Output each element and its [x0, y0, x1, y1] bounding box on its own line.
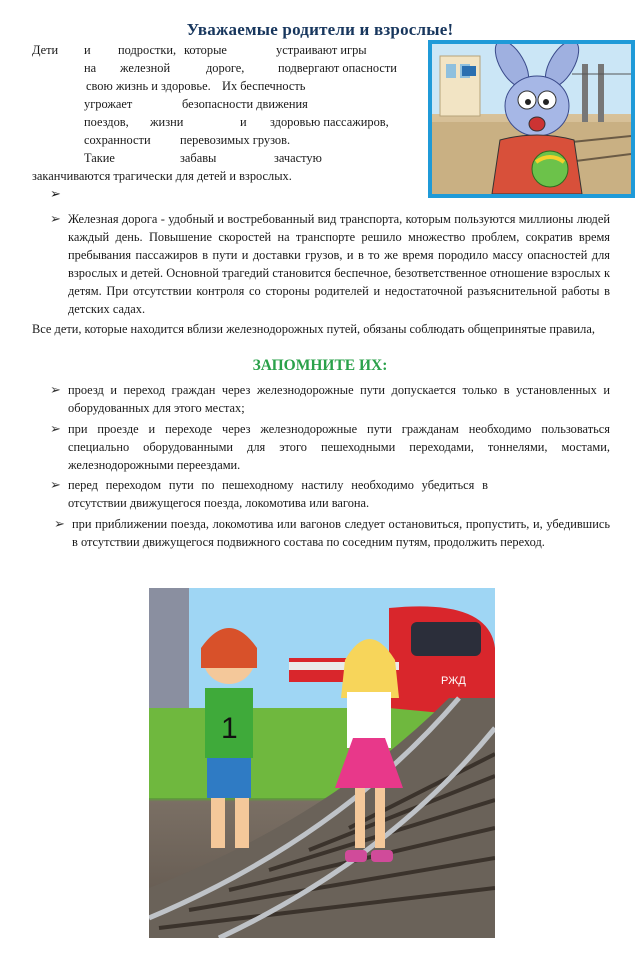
intro-word: поездов,: [84, 115, 129, 129]
intro-line: [32, 131, 412, 149]
bullet-arrow-icon: ➢: [50, 382, 61, 397]
rule-text: проезд и переход граждан через железнодорожные пути допускается только в установленных и оборудованных для этого местах;: [68, 383, 610, 415]
intro-last-line: заканчиваются трагически для детей и взрослых.: [32, 169, 292, 183]
intro-word: угрожает: [84, 97, 133, 111]
paragraph-text: Железная дорога - удобный и востребованный вид транспорта, которым пользуются миллионы людей каждый день. Повышение скоростей на транспорте решило множество проблем, сократив время пребывания пассажиров в пути и доставки грузов, и в то же время породило массу опасностей для взрослых и детей. Основной трагедий становится беспечное, безответственное отношение взрослых к детям. При отсутствии контроля со стороны родителей и недостаточной разъяснительной работы в детских садах.: [68, 212, 610, 316]
rule-item: [50, 381, 610, 417]
intro-word: железной: [120, 61, 171, 75]
children-illustration: [149, 588, 495, 938]
bullet-arrow-icon: ➢: [50, 211, 61, 226]
intro-word: зачастую: [274, 151, 322, 165]
page-title: Уважаемые родители и взрослые!: [186, 20, 454, 39]
remember-heading: ЗАПОМНИТЕ ИХ:: [252, 357, 388, 374]
intro-word: на: [84, 61, 97, 75]
intro-word: Такие: [84, 151, 115, 165]
intro-word: устраивают игры: [276, 43, 367, 57]
intro-line: [32, 149, 412, 167]
intro-word: Дети: [32, 43, 59, 57]
rzd-logo: РЖД: [441, 675, 466, 687]
railway-children-image: [149, 588, 495, 938]
rule-item: [50, 476, 488, 512]
rule-text: при проезде и переходе через железнодорожные пути гражданам необходимо пользоваться специально оборудованными для этого пешеходными переходами, тоннелями, мостами, железнодорожными переездами.: [68, 422, 610, 472]
rules-intro-paragraph: Все дети, которые находится вблизи железнодорожных путей, обязаны соблюдать общепринятые правила,: [32, 322, 595, 336]
intro-word: забавы: [180, 151, 217, 165]
cartoon-image: [428, 40, 635, 198]
intro-line: [32, 59, 412, 77]
rule-text: перед переходом пути по пешеходному настилу необходимо убедиться в отсутствии движущегося поезда, локомотива или вагона.: [68, 478, 488, 510]
intro-word: жизни: [150, 115, 184, 129]
intro-text: [32, 41, 412, 183]
rule-item: [50, 420, 610, 474]
intro-word: сохранности: [84, 133, 151, 147]
intro-word: свою жизнь и здоровье.: [86, 79, 211, 93]
intro-line: [32, 41, 412, 59]
intro-word: и: [84, 43, 91, 57]
rule-item: [54, 515, 610, 551]
intro-line: [32, 77, 412, 95]
intro-word: Их беспечность: [222, 79, 306, 93]
intro-word: здоровью пассажиров,: [270, 115, 389, 129]
shirt-number: 1: [221, 712, 238, 745]
intro-word: безопасности движения: [182, 97, 308, 111]
intro-word: перевозимых грузов.: [180, 133, 291, 147]
intro-word: подвергают опасности: [278, 61, 397, 75]
intro-word: и: [240, 115, 247, 129]
bullet-arrow-icon: ➢: [54, 516, 65, 531]
intro-line: [32, 95, 412, 113]
bullet-arrow-icon: ➢: [50, 421, 61, 436]
empty-bullet-arrow: ➢: [50, 186, 61, 201]
bullet-arrow-icon: ➢: [50, 477, 61, 492]
rabbit-illustration: [432, 44, 631, 194]
railway-paragraph: [50, 210, 610, 318]
intro-line: [32, 113, 412, 131]
intro-word: дороге,: [206, 61, 245, 75]
intro-word: подростки,: [118, 43, 177, 57]
rule-text: при приближении поезда, локомотива или вагонов следует остановиться, пропустить, и, убедившись в отсутствии движущегося подвижного состава по соседним путям, продолжить переход.: [72, 517, 610, 549]
intro-word: которые: [184, 43, 227, 57]
